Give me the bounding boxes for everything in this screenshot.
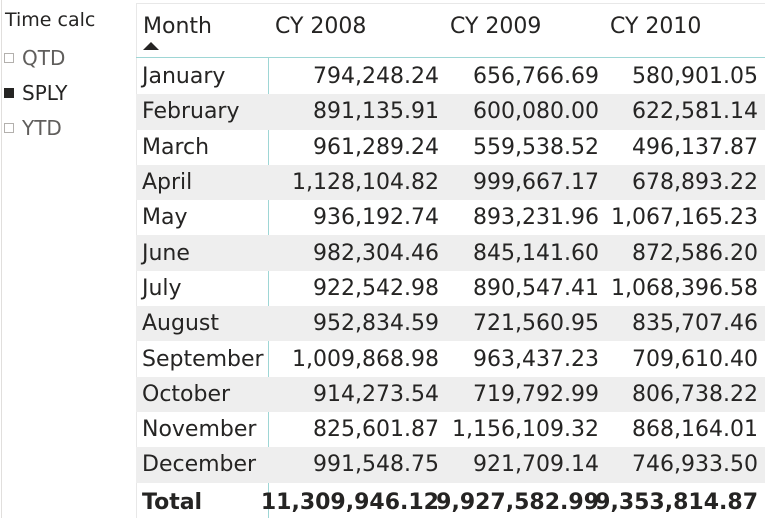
column-header-cy-2010[interactable]: CY 2010 (610, 14, 702, 39)
cell-cy-2008: 1,128,104.82 (292, 170, 439, 196)
table-row (136, 165, 765, 200)
table-row (136, 341, 765, 376)
checkbox-icon[interactable] (4, 123, 14, 133)
row-month: April (142, 170, 193, 196)
cell-cy-2010: 868,164.01 (632, 417, 758, 443)
cell-cy-2008: 891,135.91 (313, 99, 439, 125)
header-divider (136, 57, 765, 58)
slicer-item-label: SPLY (22, 81, 68, 105)
row-month: May (142, 205, 188, 231)
cell-cy-2009: 1,156,109.32 (452, 417, 599, 443)
matrix-visual (136, 3, 766, 518)
total-row (136, 485, 765, 520)
cell-cy-2009: 719,792.99 (473, 381, 599, 407)
table-row (136, 306, 765, 341)
row-month: December (142, 452, 257, 478)
total-cy-2009: 9,927,582.99 (436, 490, 599, 515)
cell-cy-2010: 1,067,165.23 (611, 205, 758, 231)
row-month: June (142, 240, 190, 266)
cell-cy-2008: 961,289.24 (313, 134, 439, 160)
cell-cy-2009: 656,766.69 (473, 64, 599, 90)
cell-cy-2008: 982,304.46 (313, 240, 439, 266)
table-row (136, 271, 765, 306)
cell-cy-2009: 893,231.96 (473, 205, 599, 231)
cell-cy-2010: 622,581.14 (632, 99, 758, 125)
row-month: January (142, 64, 226, 90)
total-label: Total (142, 490, 203, 515)
cell-cy-2010: 678,893.22 (632, 170, 758, 196)
cell-cy-2008: 991,548.75 (313, 452, 439, 478)
slicer-border (1, 0, 2, 518)
table-row (136, 235, 765, 270)
time-calc-slicer (0, 0, 130, 518)
cell-cy-2009: 559,538.52 (473, 134, 599, 160)
cell-cy-2009: 600,080.00 (473, 99, 599, 125)
table-row (136, 447, 765, 482)
slicer-item-label: QTD (22, 46, 66, 70)
table-row (136, 59, 765, 94)
table-row (136, 130, 765, 165)
cell-cy-2009: 890,547.41 (473, 275, 599, 301)
cell-cy-2010: 835,707.46 (632, 311, 758, 337)
row-month: July (142, 275, 182, 301)
column-header-month[interactable]: Month (143, 14, 212, 39)
cell-cy-2008: 922,542.98 (313, 275, 439, 301)
table-row (136, 200, 765, 235)
cell-cy-2009: 845,141.60 (473, 240, 599, 266)
table-row (136, 412, 765, 447)
cell-cy-2008: 1,009,868.98 (292, 346, 439, 372)
cell-cy-2010: 746,933.50 (632, 452, 758, 478)
row-month: August (142, 311, 219, 337)
checkbox-icon[interactable] (4, 53, 14, 63)
row-month: October (142, 381, 231, 407)
cell-cy-2008: 936,192.74 (313, 205, 439, 231)
row-month: September (142, 346, 264, 372)
slicer-title: Time calc (5, 9, 96, 31)
table-row (136, 377, 765, 412)
matrix-body (136, 59, 765, 483)
total-cy-2010: 9,353,814.87 (595, 490, 758, 515)
cell-cy-2008: 952,834.59 (313, 311, 439, 337)
checkbox-icon[interactable] (4, 88, 14, 98)
row-month: November (142, 417, 257, 443)
cell-cy-2010: 806,738.22 (632, 381, 758, 407)
cell-cy-2008: 914,273.54 (313, 381, 439, 407)
total-cy-2008: 11,309,946.12 (260, 490, 439, 515)
slicer-item-sply[interactable] (4, 78, 67, 108)
cell-cy-2010: 580,901.05 (632, 64, 758, 90)
cell-cy-2009: 921,709.14 (473, 452, 599, 478)
slicer-item-label: YTD (22, 116, 62, 140)
cell-cy-2010: 709,610.40 (632, 346, 758, 372)
cell-cy-2008: 794,248.24 (313, 64, 439, 90)
slicer-item-qtd[interactable] (4, 43, 65, 73)
column-header-cy-2008[interactable]: CY 2008 (275, 14, 367, 39)
sort-ascending-icon[interactable] (143, 42, 159, 50)
cell-cy-2009: 721,560.95 (473, 311, 599, 337)
cell-cy-2010: 496,137.87 (632, 134, 758, 160)
row-month: February (142, 99, 240, 125)
cell-cy-2008: 825,601.87 (313, 417, 439, 443)
cell-cy-2010: 1,068,396.58 (611, 275, 758, 301)
cell-cy-2009: 999,667.17 (473, 170, 599, 196)
slicer-item-ytd[interactable] (4, 113, 62, 143)
row-month: March (142, 134, 210, 160)
table-row (136, 94, 765, 129)
cell-cy-2010: 872,586.20 (632, 240, 758, 266)
column-header-cy-2009[interactable]: CY 2009 (450, 14, 542, 39)
cell-cy-2009: 963,437.23 (473, 346, 599, 372)
